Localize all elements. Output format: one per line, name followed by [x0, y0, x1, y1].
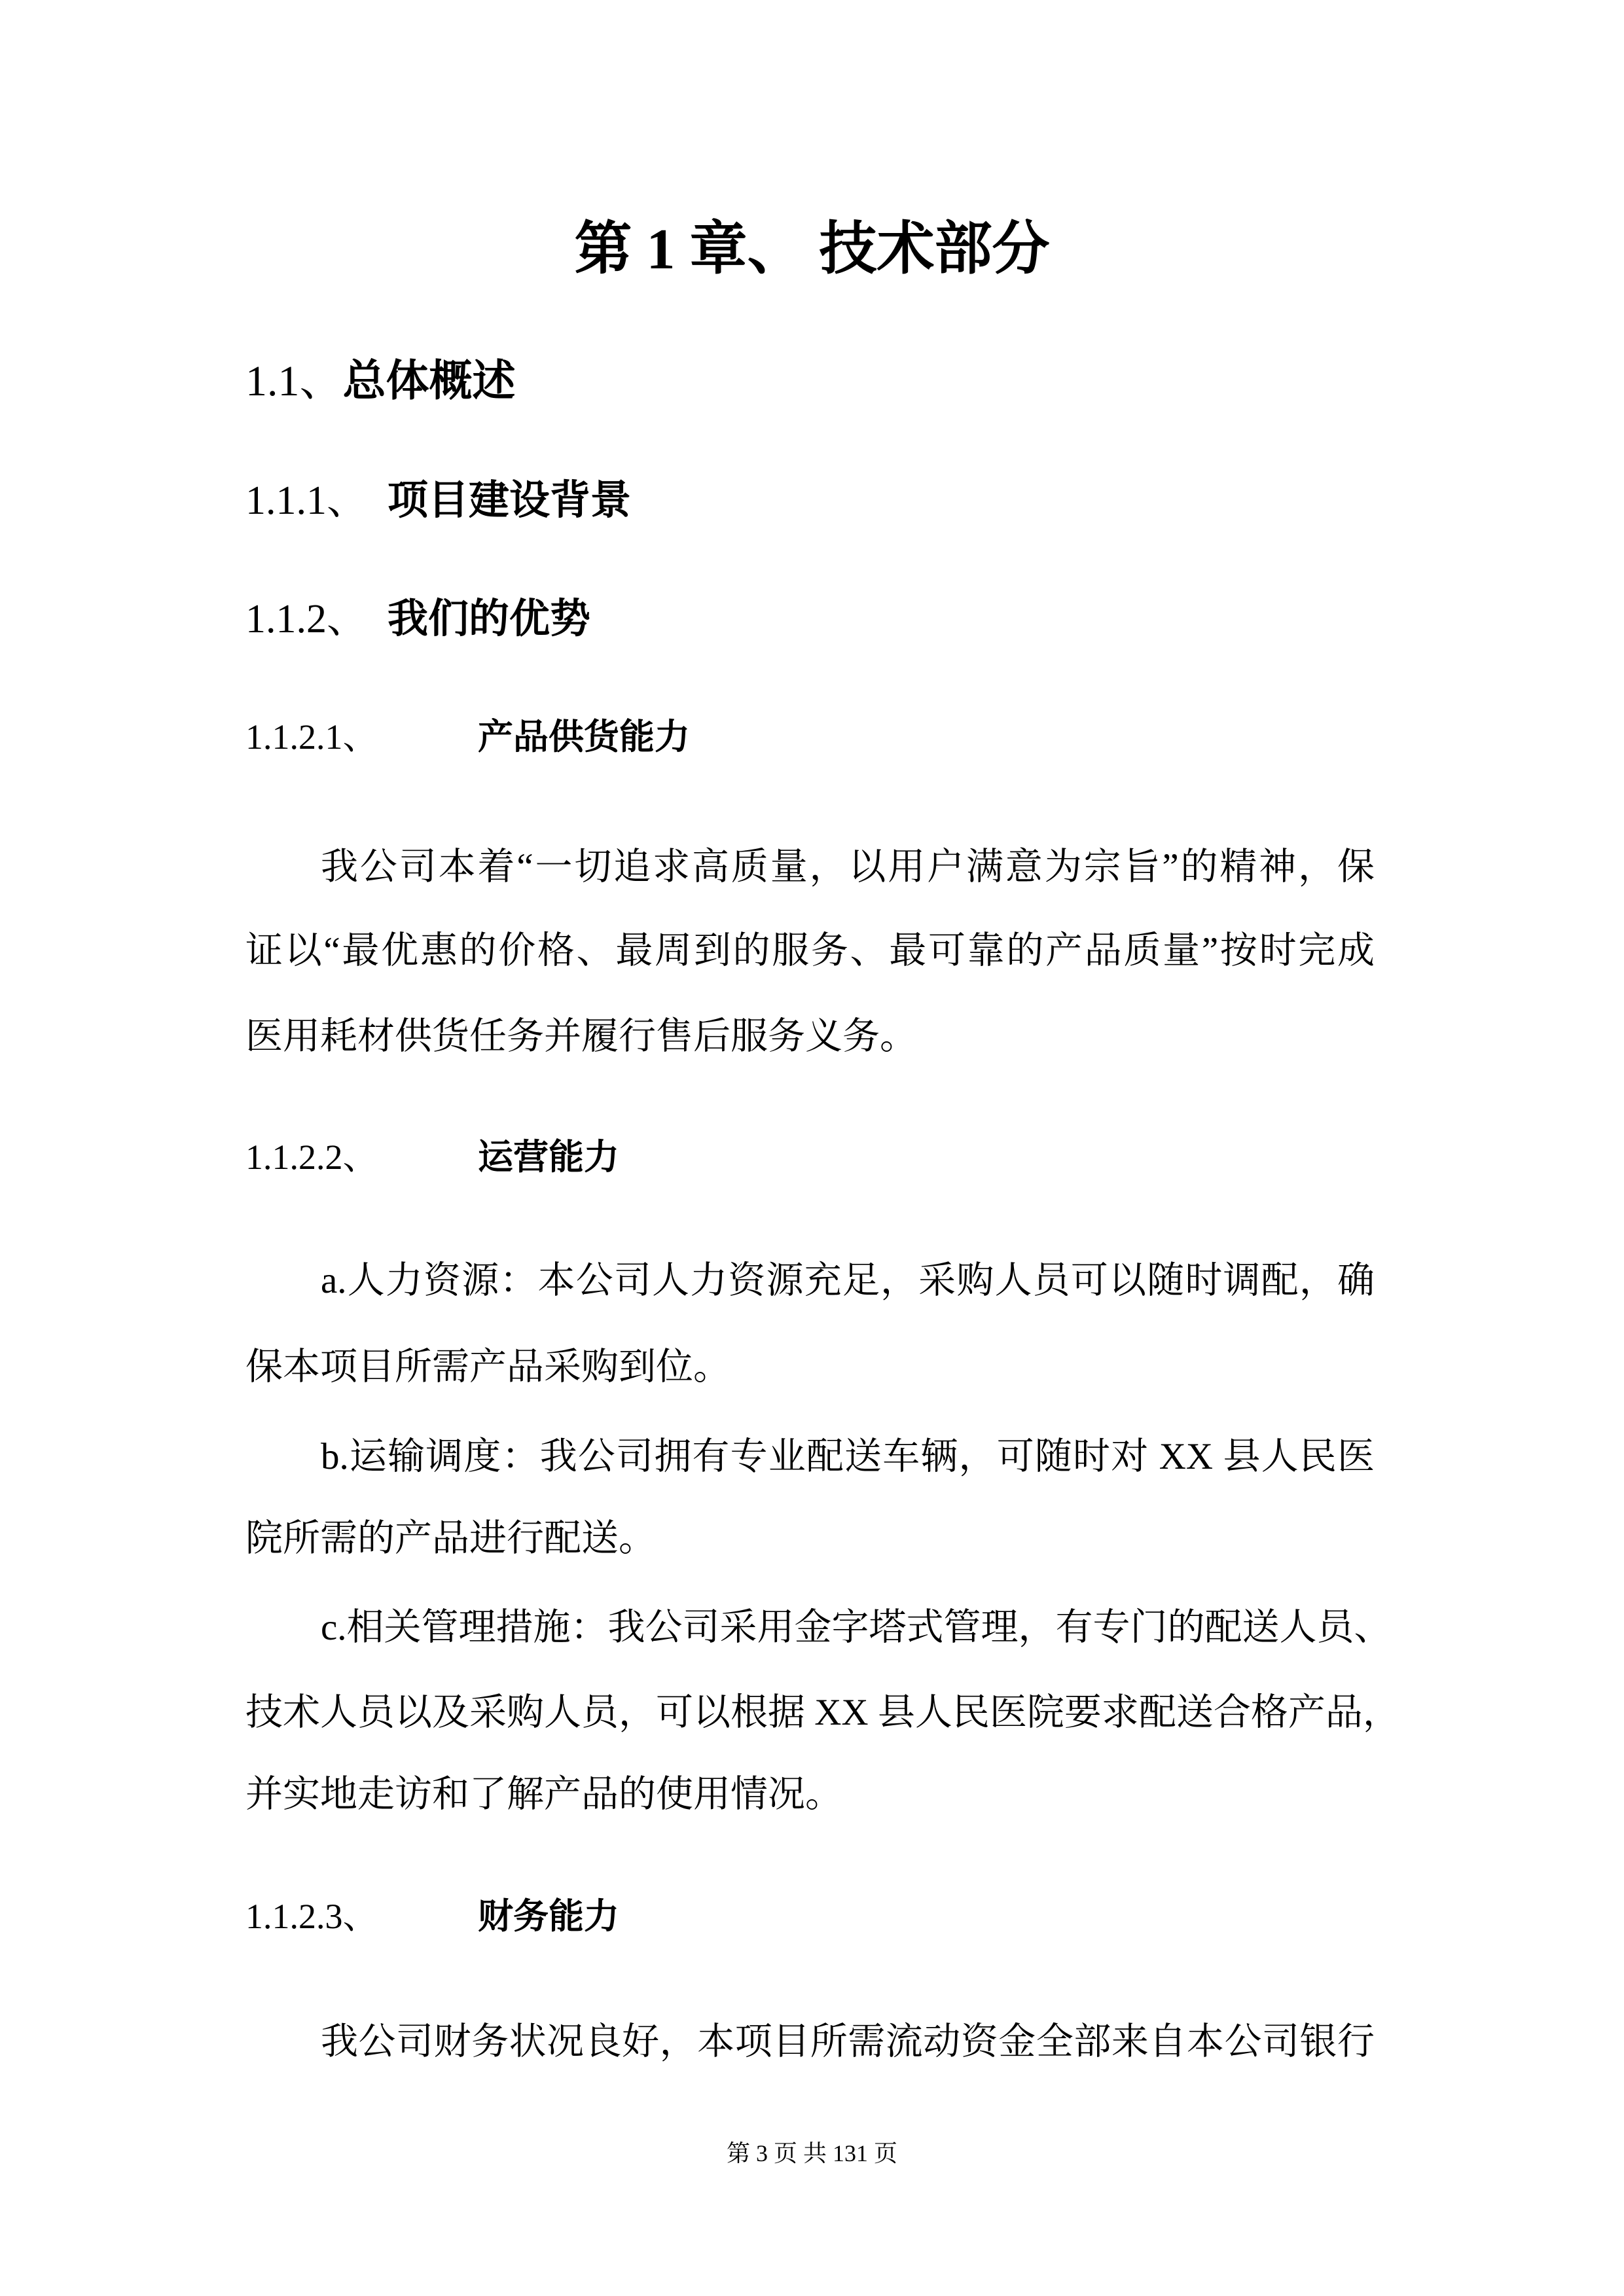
heading-1-1-2-2 — [245, 1129, 619, 1179]
heading-text: 项目建设背景 — [388, 478, 632, 523]
paragraph-line: 医用耗材供货任务并履行售后服务义务。 — [245, 1016, 917, 1057]
paragraph-line: 我公司财务状况良好，本项目所需流动资金全部来自本公司银行 — [321, 2021, 1375, 2062]
paragraph-line: 我公司本着“一切追求高质量，以用户满意为宗旨”的精神，保 — [321, 846, 1375, 888]
paragraph-line: c.相关管理措施：我公司采用金字塔式管理，有专门的配送人员、 — [321, 1607, 1392, 1648]
heading-number: 1.1.2、 — [245, 597, 378, 641]
paragraph-line: a.人力资源：本公司人力资源充足，采购人员可以随时调配，确 — [321, 1260, 1375, 1301]
heading-1-1 — [245, 346, 516, 408]
heading-number: 1.1.2.3、 — [245, 1897, 378, 1936]
heading-number: 1.1.2.2、 — [245, 1138, 378, 1177]
page-footer: 第 3 页 共 131 页 — [726, 2140, 897, 2166]
paragraph-line: 院所需的产品进行配送。 — [245, 1518, 656, 1559]
heading-text: 我们的优势 — [388, 597, 591, 641]
heading-1-1-2 — [245, 586, 590, 644]
heading-number: 1.1.1、 — [245, 478, 378, 523]
heading-number: 1.1.2.1、 — [245, 717, 378, 757]
heading-text: 产品供货能力 — [478, 717, 690, 757]
heading-number: 1.1、 — [245, 357, 343, 405]
paragraph-line: 并实地走访和了解产品的使用情况。 — [245, 1774, 842, 1815]
paragraph-line: 技术人员以及采购人员，可以根据 XX 县人民医院要求配送合格产品， — [245, 1692, 1400, 1733]
chapter-title: 第 1 章、 技术部分 — [574, 218, 1050, 281]
paragraph-line: b.运输调度：我公司拥有专业配送车辆，可随时对 XX 县人民医 — [321, 1436, 1375, 1477]
heading-1-1-1 — [245, 467, 631, 526]
heading-1-1-2-1 — [245, 709, 690, 759]
heading-text: 运营能力 — [478, 1138, 619, 1177]
heading-text: 总体概述 — [342, 357, 516, 405]
heading-text: 财务能力 — [478, 1897, 619, 1936]
heading-1-1-2-3 — [245, 1888, 619, 1939]
paragraph-line: 证以“最优惠的价格、最周到的服务、最可靠的产品质量”按时完成 — [245, 930, 1375, 971]
paragraph-line: 保本项目所需产品采购到位。 — [245, 1346, 731, 1388]
